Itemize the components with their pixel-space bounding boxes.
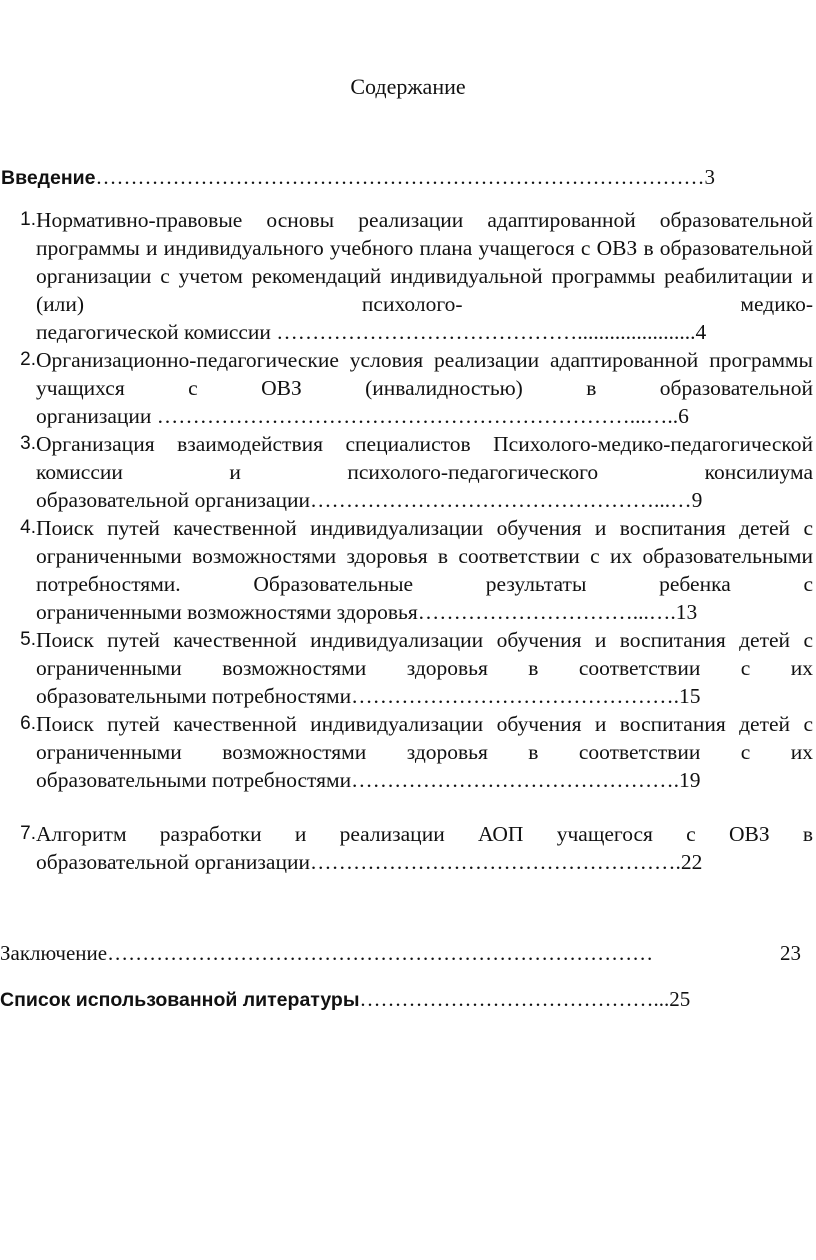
toc-item-last-line: ограниченными возможностями здоровья…………………………...….13 [36,600,698,624]
toc-literature-dots: ……………………………………... [359,987,670,1011]
toc-literature-page: 25 [669,987,691,1011]
toc-conclusion-page: 23 [780,941,801,965]
toc-item-text: Организационно-педагогические условия реализации адаптированной программы учащихся с ОВЗ (инвалидностью) в образовательной [36,348,813,400]
toc-item-text: Алгоритм разработки и реализации АОП учащегося с ОВЗ в [36,822,813,846]
toc-item-last-line: образовательной организации…………………………………………...…9 [36,488,703,512]
toc-item-text: Поиск путей качественной индивидуализации обучения и воспитания детей с ограниченными возможностями здоровья в соответствии с их образовательными потребностями. Образовательные результаты ребенка с [36,516,813,596]
toc-entry-conclusion [0,940,805,966]
toc-item-last-line: образовательной организации…………………………………………….22 [36,850,703,874]
toc-item-text: Поиск путей качественной индивидуализации обучения и воспитания детей с ограниченными возможностями здоровья в соответствии с их [36,712,813,764]
toc-item-number: 6. [20,713,36,734]
toc-item-last-line: образовательными потребностями……………………………………….15 [36,684,701,708]
toc-item-number: 2. [20,349,36,370]
toc-introduction-dots: …………………………………………………………………………… [95,165,705,189]
toc-item-text: Нормативно-правовые основы реализации адаптированной образовательной программы и индивидуального учебного плана учащегося с ОВЗ в образовательной организации с учетом рекомендаций индивидуальной программы реабилитации и (или) психолого- медико- [36,208,813,316]
toc-item-number: 1. [20,209,36,230]
toc-introduction-label: Введение [1,167,96,189]
toc-item-text: Организация взаимодействия специалистов Психолого-медико-педагогической комиссии и психолого-педагогического консилиума [36,432,813,484]
toc-item-text: Поиск путей качественной индивидуализации обучения и воспитания детей с ограниченными возможностями здоровья в соответствии с их [36,628,813,680]
toc-item-last-line: образовательными потребностями……………………………………….19 [36,768,701,792]
toc-item-number: 5. [20,629,36,650]
toc-item-last-line: педагогической комиссии ……………………………………......................4 [36,320,707,344]
toc-item-last-line: организации …………………………………………………………...…..6 [36,404,689,428]
toc-item-number: 7. [20,823,36,844]
toc-conclusion-label: Заключение [0,941,108,965]
page-title: Содержание [350,74,466,99]
toc-literature-label: Список использованной литературы [0,989,360,1011]
toc-entry-introduction [1,164,801,191]
toc-entry-literature [0,986,805,1013]
toc-introduction-page: 3 [704,165,715,189]
toc-item-number: 4. [20,517,36,538]
toc-conclusion-dots: …………………………………………………………………… [107,941,654,965]
toc-item-number: 3. [20,433,36,454]
